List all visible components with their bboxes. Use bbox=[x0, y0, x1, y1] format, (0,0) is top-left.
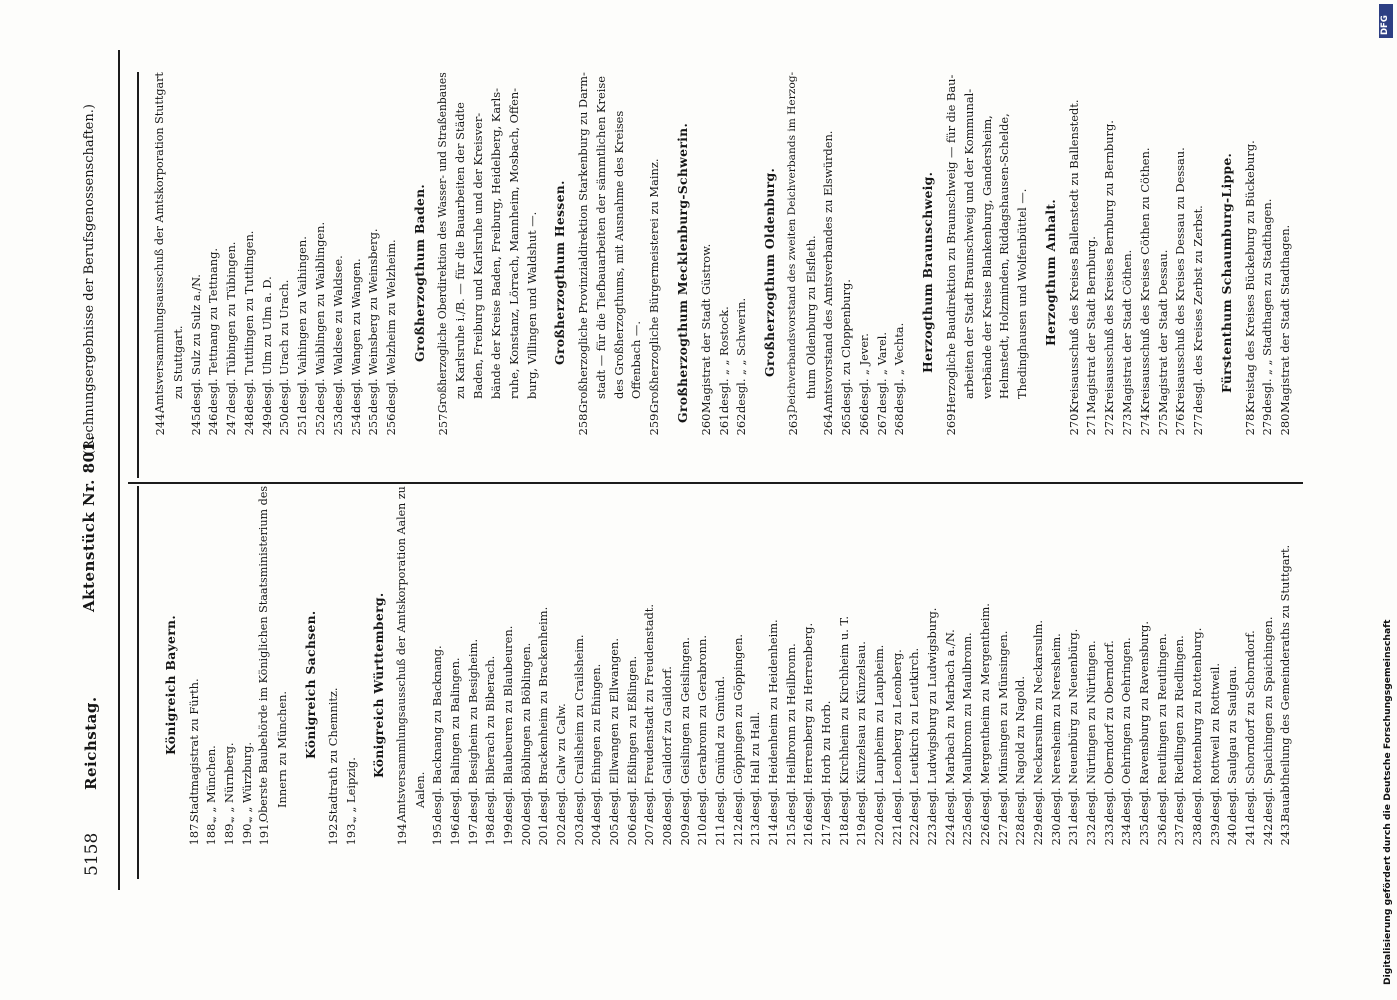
entry-number: 219. bbox=[854, 820, 869, 846]
entry-continuation: Offenbach —. bbox=[629, 321, 644, 399]
entry-text: desgl. Böblingen zu Böblingen. bbox=[518, 642, 533, 822]
entry-text: desgl. Biberach zu Biberach. bbox=[483, 655, 498, 822]
entry-number: 252. bbox=[312, 410, 327, 436]
entry-number: 203. bbox=[571, 820, 586, 846]
entry-text: Amtsversammlungsausschuß der Amtskorporation Stuttgart bbox=[153, 72, 166, 413]
entry-number: 229. bbox=[1031, 820, 1045, 846]
entry-text: desgl. Gaildorf zu Gaildorf. bbox=[660, 666, 675, 822]
entry-text: desgl. Künzelsau zu Künzelsau. bbox=[854, 641, 869, 822]
dfg-logo-text: DFG bbox=[1380, 15, 1390, 35]
entry-number: 230. bbox=[1048, 820, 1063, 846]
entry-text: desgl. Freudenstadt zu Freudenstadt. bbox=[642, 603, 657, 822]
entry-text: „ „ Leipzig. bbox=[343, 757, 358, 822]
entry-text: Kreistag des Kreises Bückeburg zu Bückeburg. bbox=[1242, 140, 1257, 413]
entry-number: 232. bbox=[1084, 820, 1098, 846]
entry-number: 280. bbox=[1278, 410, 1293, 436]
entry-number: 275. bbox=[1155, 410, 1170, 436]
entry-text: Amtsversammlungsausschuß der Amtskorporation Aalen zu bbox=[395, 486, 409, 822]
entry-number: 191. bbox=[257, 820, 272, 846]
entry-number: 256. bbox=[384, 410, 399, 436]
entry-number: 197. bbox=[465, 820, 480, 846]
section-heading: Königreich Bayern. bbox=[162, 615, 178, 755]
entry-number: 210. bbox=[695, 820, 710, 846]
entry-number: 253. bbox=[330, 410, 345, 436]
entry-continuation: Innern zu München. bbox=[274, 690, 289, 808]
entry-text: desgl. Backnang zu Backnang. bbox=[430, 645, 445, 822]
entry-text: Amtsvorstand des Amtsverbandes zu Elswürden. bbox=[821, 130, 836, 413]
entry-number: 258. bbox=[576, 410, 591, 436]
entry-number: 254. bbox=[348, 410, 363, 436]
entry-text: desgl. Heilbronn zu Heilbronn. bbox=[783, 643, 798, 822]
entry-continuation: des Großherzogthums, mit Ausnahme des Kreises bbox=[611, 110, 626, 399]
entry-number: 262. bbox=[734, 410, 749, 436]
entry-text: Großherzogliche Bürgermeisterei zu Mainz. bbox=[647, 158, 662, 413]
entry-number: 279. bbox=[1260, 410, 1275, 436]
entry-number: 249. bbox=[259, 410, 274, 436]
entry-text: desgl. Oehringen zu Oehringen. bbox=[1119, 637, 1134, 822]
entry-number: 196. bbox=[448, 820, 463, 846]
entry-number: 215. bbox=[783, 820, 798, 846]
entry-text: desgl. Horb zu Horb. bbox=[819, 700, 833, 822]
entry-text: desgl. Waldsee zu Waldsee. bbox=[330, 255, 345, 413]
entry-text: desgl. Welzheim zu Welzheim. bbox=[384, 239, 399, 413]
entry-text: desgl. „ „ Rostock. bbox=[716, 306, 731, 413]
entry-number: 192. bbox=[326, 820, 341, 846]
entry-text: Kreisausschuß des Kreises Dessau zu Dessau. bbox=[1173, 147, 1188, 413]
entry-number: 237. bbox=[1172, 820, 1187, 846]
entry-text: desgl. „ „ Stadthagen zu Stadthagen. bbox=[1260, 198, 1275, 413]
entry-number: 246. bbox=[206, 410, 221, 436]
entry-number: 223. bbox=[925, 820, 939, 846]
section-heading: Königreich Württemberg. bbox=[371, 592, 387, 778]
entry-number: 204. bbox=[589, 820, 604, 846]
entry-number: 267. bbox=[874, 410, 889, 436]
entry-number: 250. bbox=[277, 410, 292, 436]
entry-number: 243. bbox=[1278, 820, 1293, 846]
entry-text: Magistrat der Stadt Stadthagen. bbox=[1278, 224, 1293, 413]
entry-number: 242. bbox=[1260, 820, 1275, 846]
entry-number: 216. bbox=[801, 820, 816, 846]
entry-number: 189. bbox=[221, 820, 236, 846]
entry-continuation: Aalen. bbox=[412, 771, 427, 808]
entry-text: desgl. Saulgau zu Saulgau. bbox=[1225, 665, 1240, 822]
entry-number: 205. bbox=[607, 820, 622, 846]
entry-number: 269. bbox=[944, 410, 959, 436]
entry-number: 225. bbox=[960, 820, 975, 846]
section-heading: Königreich Sachsen. bbox=[302, 610, 318, 760]
section-heading: Großherzogthum Mecklenburg-Schwerin. bbox=[674, 122, 690, 423]
entry-text: Magistrat der Stadt Bernburg. bbox=[1084, 236, 1099, 413]
entry-number: 240. bbox=[1225, 820, 1240, 846]
entry-number: 248. bbox=[241, 410, 256, 436]
entry-text: desgl. Sulz zu Sulz a./N. bbox=[188, 274, 203, 413]
entry-continuation: zu Karlsruhe i./B. — für die Bauarbeiten der Städte bbox=[453, 102, 468, 399]
entry-number: 200. bbox=[518, 820, 533, 846]
entry-number: 221. bbox=[889, 820, 904, 846]
entry-number: 278. bbox=[1242, 410, 1257, 436]
section-heading: Großherzogthum Baden. bbox=[411, 183, 427, 362]
entry-number: 244. bbox=[153, 410, 167, 436]
entry-number: 231. bbox=[1066, 820, 1081, 846]
entry-continuation: Baden, Freiburg und Karlsruhe und der Kreisver- bbox=[471, 112, 486, 399]
entry-number: 245. bbox=[188, 410, 203, 436]
entry-text: desgl. Schorndorf zu Schorndorf. bbox=[1243, 630, 1257, 822]
entry-number: 238. bbox=[1190, 820, 1204, 846]
entry-text: desgl. Hall zu Hall. bbox=[748, 711, 763, 822]
entry-continuation: Thedinghausen und Wolfenbüttel —. bbox=[1015, 188, 1030, 399]
entry-number: 213. bbox=[748, 820, 763, 846]
entry-text: desgl. Vaihingen zu Vaihingen. bbox=[295, 236, 310, 413]
running-head-subtitle: (Rechnungsergebnisse der Berufsgenossenschaften.) bbox=[82, 104, 97, 455]
entry-text: Stadtrath zu Chemnitz. bbox=[326, 687, 341, 822]
number-rule-bottom bbox=[137, 486, 139, 879]
entry-number: 234. bbox=[1119, 820, 1134, 846]
entry-text: desgl. Nagold zu Nagold. bbox=[1013, 676, 1028, 822]
entry-text: desgl. Münsingen zu Münsingen. bbox=[995, 630, 1010, 822]
entry-number: 276. bbox=[1173, 410, 1188, 436]
header-rule bbox=[118, 50, 120, 890]
number-rule-top bbox=[137, 72, 139, 478]
entry-text: desgl. Gmünd zu Gmünd. bbox=[713, 676, 728, 822]
entry-number: 202. bbox=[554, 820, 569, 846]
entry-number: 211. bbox=[713, 820, 728, 846]
entry-continuation: Helmstedt, Holzminden, Riddagshausen-Schelde, bbox=[997, 113, 1012, 399]
entry-text: desgl. Heidenheim zu Heidenheim. bbox=[766, 619, 780, 822]
entry-number: 274. bbox=[1137, 410, 1152, 436]
entry-number: 261. bbox=[716, 410, 731, 436]
entry-number: 236. bbox=[1154, 820, 1169, 846]
entry-text: Großherzogliche Provinzialdirektion Starkenburg zu Darm- bbox=[576, 72, 591, 413]
entry-text: desgl. Geislingen zu Geislingen. bbox=[677, 637, 692, 822]
entry-number: 235. bbox=[1137, 820, 1151, 846]
running-head-left: Reichstag. bbox=[82, 696, 100, 790]
entry-text: „ „ Würzburg. bbox=[239, 741, 254, 822]
entry-number: 201. bbox=[536, 820, 551, 846]
page-number: 5158 bbox=[82, 832, 102, 876]
entry-text: desgl. Herrenberg zu Herrenberg. bbox=[801, 622, 816, 822]
entry-number: 239. bbox=[1207, 820, 1222, 846]
entry-number: 194. bbox=[395, 820, 410, 846]
entry-text: desgl. Brackenheim zu Brackenheim. bbox=[536, 606, 551, 822]
entry-number: 188. bbox=[204, 820, 219, 846]
entry-text: desgl. „ Varel. bbox=[874, 332, 889, 413]
entry-number: 241. bbox=[1243, 820, 1257, 846]
section-heading: Großherzogthum Oldenburg. bbox=[762, 167, 778, 378]
entry-text: desgl. Balingen zu Balingen. bbox=[448, 657, 463, 822]
entry-continuation: verbände der Kreise Blankenburg, Gandersheim, bbox=[979, 115, 994, 399]
entry-text: desgl. Marbach zu Marbach a./N. bbox=[942, 629, 957, 822]
entry-text: Deichverbandsvorstand des zweiten Deichverbands im Herzog- bbox=[785, 71, 798, 413]
entry-text: „ „ Nürnberg. bbox=[221, 742, 236, 822]
entry-continuation: thum Oldenburg zu Elsfleth. bbox=[803, 235, 818, 399]
entry-text: desgl. Ehingen zu Ehingen. bbox=[589, 663, 604, 822]
entry-text: desgl. Reutlingen zu Reutlingen. bbox=[1154, 633, 1169, 822]
entry-text: desgl. Urach zu Urach. bbox=[277, 279, 292, 413]
running-head-title: Aktenstück Nr. 801. bbox=[80, 434, 98, 612]
entry-text: Magistrat der Stadt Güstrow. bbox=[698, 243, 713, 413]
digitization-credit: Digitalisierung gefördert durch die Deutsche Forschungsgemeinschaft bbox=[1382, 619, 1393, 985]
entry-text: desgl. Blaubeuren zu Blaubeuren. bbox=[501, 625, 516, 822]
entry-text: Magistrat der Stadt Dessau. bbox=[1155, 249, 1170, 413]
entry-text: Oberste Baubehörde im Königlichen Staatsministerium des bbox=[257, 485, 271, 822]
entry-text: desgl. Spaichingen zu Spaichingen. bbox=[1260, 616, 1275, 822]
entry-number: 224. bbox=[942, 820, 957, 846]
entry-text: desgl. Maulbronn zu Maulbronn. bbox=[960, 632, 975, 822]
entry-text: desgl. zu Cloppenburg. bbox=[839, 279, 854, 413]
entry-text: desgl. Neckarsulm zu Neckarsulm. bbox=[1031, 620, 1045, 822]
entry-number: 227. bbox=[995, 820, 1010, 846]
entry-number: 270. bbox=[1066, 410, 1081, 436]
entry-text: desgl. „ Vechta. bbox=[892, 322, 907, 413]
entry-text: desgl. Göppingen zu Göppingen. bbox=[730, 633, 745, 822]
entry-text: desgl. Rottenburg zu Rottenburg. bbox=[1190, 627, 1204, 822]
entry-text: desgl. Leonberg zu Leonberg. bbox=[889, 649, 904, 822]
entry-number: 247. bbox=[224, 410, 239, 436]
entry-number: 187. bbox=[186, 820, 201, 846]
entry-text: desgl. des Kreises Zerbst zu Zerbst. bbox=[1191, 205, 1206, 413]
entry-text: desgl. Tuttlingen zu Tuttlingen. bbox=[241, 230, 256, 413]
entry-continuation: bände der Kreise Baden, Freiburg, Heidelberg, Karls- bbox=[488, 88, 503, 399]
entry-number: 266. bbox=[856, 410, 871, 436]
entry-number: 208. bbox=[660, 820, 675, 846]
entry-number: 265. bbox=[839, 410, 854, 436]
entry-number: 190. bbox=[239, 820, 254, 846]
entry-continuation: burg, Villingen und Waldshut —. bbox=[524, 211, 539, 399]
entry-number: 220. bbox=[872, 820, 886, 846]
entry-text: desgl. Tübingen zu Tübingen. bbox=[224, 241, 239, 413]
entry-number: 255. bbox=[366, 410, 381, 436]
entry-number: 268. bbox=[892, 410, 907, 436]
entry-text: desgl. Oberndorf zu Oberndorf. bbox=[1101, 640, 1116, 822]
entry-text: desgl. „ „ Schwerin. bbox=[734, 297, 749, 413]
entry-number: 209. bbox=[677, 820, 692, 846]
entry-text: desgl. Waiblingen zu Waiblingen. bbox=[312, 221, 327, 413]
entry-number: 226. bbox=[978, 820, 992, 846]
entry-text: Kreisausschuß des Kreises Bernburg zu Bernburg. bbox=[1102, 120, 1117, 413]
entry-text: desgl. Eßlingen zu Eßlingen. bbox=[624, 655, 639, 822]
entry-text: Großherzogliche Oberdirektion des Wasser- und Straßenbaues bbox=[435, 72, 449, 413]
entry-number: 222. bbox=[907, 820, 922, 846]
entry-text: desgl. Ulm zu Ulm a. D. bbox=[259, 276, 274, 413]
entry-text: desgl. Mergentheim zu Mergentheim. bbox=[978, 603, 992, 822]
entry-number: 198. bbox=[483, 820, 498, 846]
entry-continuation: zu Stuttgart. bbox=[170, 325, 185, 399]
entry-text: desgl. „ Jever. bbox=[856, 333, 871, 413]
entry-number: 212. bbox=[730, 820, 745, 846]
entry-number: 277. bbox=[1191, 410, 1206, 436]
section-heading: Herzogthum Anhalt. bbox=[1042, 198, 1058, 347]
entry-number: 193. bbox=[343, 820, 358, 846]
entry-continuation: arbeiten der Stadt Braunschweig und der Kommunal- bbox=[961, 88, 976, 399]
entry-text: desgl. Riedlingen zu Riedlingen. bbox=[1172, 635, 1187, 822]
entry-number: 251. bbox=[295, 410, 310, 436]
entry-number: 272. bbox=[1102, 410, 1117, 436]
section-heading: Herzogthum Braunschweig. bbox=[920, 171, 936, 374]
entry-number: 214. bbox=[766, 820, 780, 846]
entry-number: 195. bbox=[430, 820, 445, 846]
entry-number: 264. bbox=[821, 410, 836, 436]
entry-number: 228. bbox=[1013, 820, 1028, 846]
entry-text: desgl. Rottweil zu Rottweil. bbox=[1207, 663, 1222, 822]
entry-text: desgl. Weinsberg zu Weinsberg. bbox=[366, 228, 381, 413]
entry-number: 218. bbox=[836, 820, 851, 846]
entry-text: desgl. Neuenbürg zu Neuenbürg. bbox=[1066, 628, 1081, 822]
entry-number: 207. bbox=[642, 820, 657, 846]
entry-number: 206. bbox=[624, 820, 639, 846]
entry-number: 199. bbox=[501, 820, 516, 846]
entry-text: desgl. Kirchheim zu Kirchheim u. T. bbox=[836, 615, 851, 822]
entry-text: desgl. Laupheim zu Laupheim. bbox=[872, 644, 886, 822]
entry-text: Kreisausschuß des Kreises Cöthen zu Cöthen. bbox=[1137, 147, 1152, 413]
entry-text: desgl. Crailsheim zu Crailsheim. bbox=[571, 634, 586, 822]
entry-text: „ „ München. bbox=[204, 745, 219, 822]
entry-text: desgl. Wangen zu Wangen. bbox=[348, 258, 363, 413]
entry-text: Stadtmagistrat zu Fürth. bbox=[186, 678, 201, 822]
entry-text: Magistrat der Stadt Cöthen. bbox=[1120, 249, 1135, 413]
entry-text: desgl. Calw zu Calw. bbox=[554, 703, 569, 822]
entry-number: 271. bbox=[1084, 410, 1099, 436]
entry-text: desgl. Ellwangen zu Ellwangen. bbox=[607, 638, 622, 822]
dfg-logo bbox=[1379, 4, 1393, 38]
section-heading: Fürstenthum Schaumburg-Lippe. bbox=[1218, 152, 1234, 393]
entry-text: desgl. Ludwigsburg zu Ludwigsburg. bbox=[925, 607, 939, 822]
entry-number: 263. bbox=[785, 410, 800, 436]
entry-number: 257. bbox=[435, 410, 450, 436]
entry-text: desgl. Leutkirch zu Leutkirch. bbox=[907, 647, 922, 822]
entry-continuation: stadt — für die Tiefbauarbeiten der sämmtlichen Kreise bbox=[593, 76, 608, 399]
entry-number: 217. bbox=[819, 820, 833, 846]
entry-text: desgl. Besigheim zu Besigheim. bbox=[465, 638, 480, 822]
entry-text: desgl. Gerabronn zu Gerabronn. bbox=[695, 635, 710, 822]
column-divider bbox=[128, 482, 1303, 484]
entry-number: 273. bbox=[1120, 410, 1135, 436]
entry-number: 233. bbox=[1101, 820, 1116, 846]
entry-text: Herzogliche Baudirektion zu Braunschweig — für die Bau- bbox=[944, 74, 959, 413]
entry-text: desgl. Tettnang zu Tettnang. bbox=[206, 248, 221, 413]
entry-number: 259. bbox=[647, 410, 662, 436]
entry-text: desgl. Ravensburg zu Ravensburg. bbox=[1137, 621, 1151, 822]
entry-number: 260. bbox=[698, 410, 713, 436]
section-heading: Großherzogthum Hessen. bbox=[552, 180, 568, 365]
entry-text: desgl. Nürtingen zu Nürtingen. bbox=[1084, 640, 1098, 822]
entry-text: Kreisausschuß des Kreises Ballenstedt zu Ballenstedt. bbox=[1066, 99, 1081, 413]
entry-text: Bauabtheilung des Gemeinderaths zu Stuttgart. bbox=[1278, 544, 1293, 822]
entry-text: desgl. Neresheim zu Neresheim. bbox=[1048, 633, 1063, 822]
entry-continuation: ruhe, Konstanz, Lörrach, Mannheim, Mosbach, Offen- bbox=[506, 87, 521, 399]
